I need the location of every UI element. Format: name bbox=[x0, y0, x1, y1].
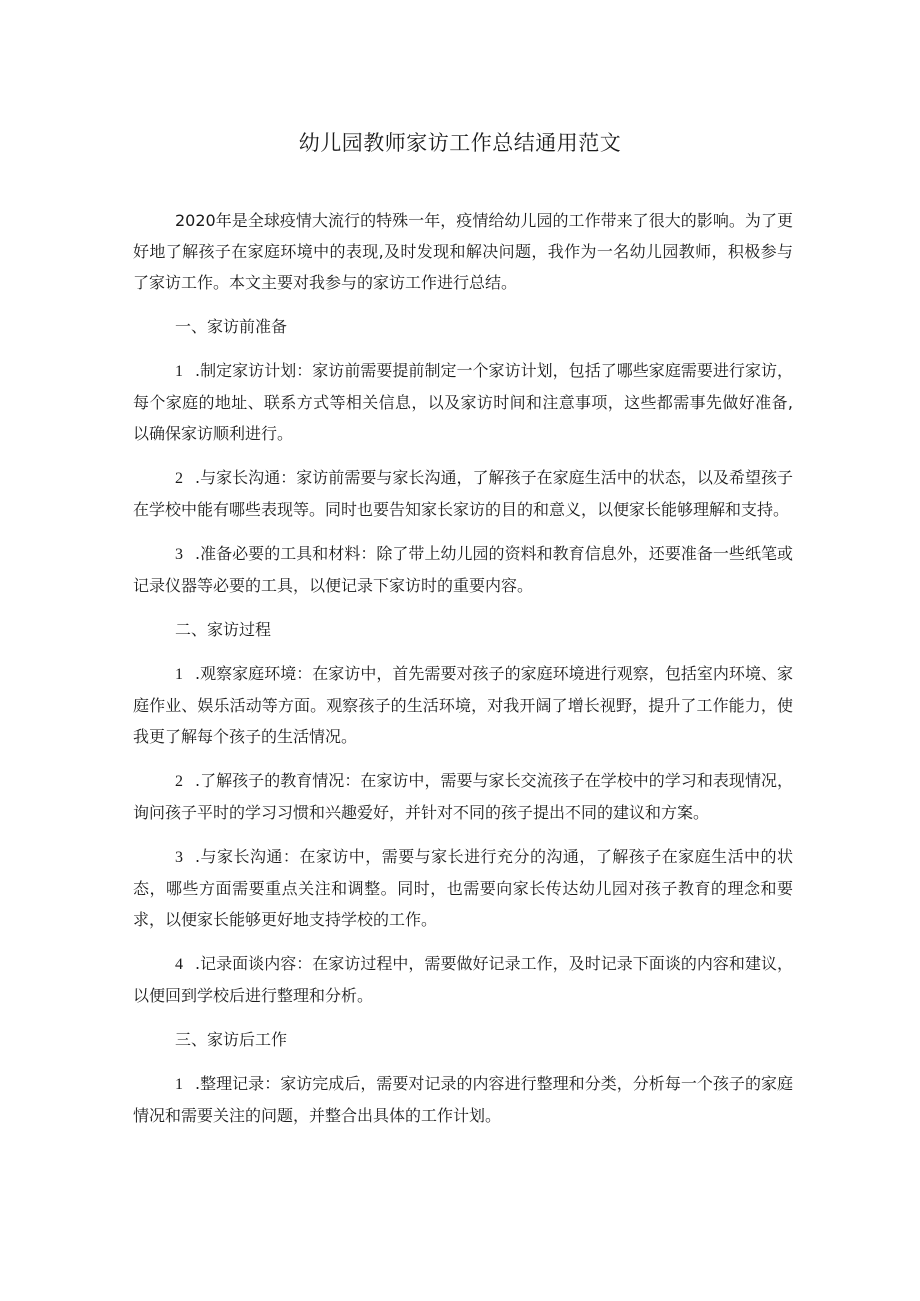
item-number: 3 bbox=[175, 546, 183, 563]
item-number: 1 bbox=[175, 1076, 183, 1093]
item-text: .整理记录：家访完成后，需要对记录的内容进行整理和分类，分析每一个孩子的家庭情况和需要关注的问题，并整合出具体的工作计划。 bbox=[133, 1074, 793, 1125]
item-text: .制定家访计划：家访前需要提前制定一个家访计划，包括了哪些家庭需要进行家访，每个家庭的地址、联系方式等相关信息，以及家访时间和注意事项，这些都需事先做好准备,以确保家访顺利进行。 bbox=[133, 361, 793, 443]
item-text: .准备必要的工具和材料：除了带上幼儿园的资料和教育信息外，还要准备一些纸笔或记录仪器等必要的工具，以便记录下家访时的重要内容。 bbox=[133, 544, 793, 595]
list-item bbox=[133, 658, 793, 752]
section-heading-preparation: 一、家访前准备 bbox=[175, 317, 288, 336]
list-item bbox=[133, 462, 793, 525]
item-text: .了解孩子的教育情况：在家访中，需要与家长交流孩子在学校中的学习和表现情况，询问孩子平时的学习习惯和兴趣爱好，并针对不同的孩子提出不同的建议和方案。 bbox=[133, 771, 793, 822]
item-number: 2 bbox=[175, 773, 183, 790]
list-item bbox=[133, 948, 793, 1011]
list-item bbox=[133, 355, 793, 449]
item-number: 3 bbox=[175, 849, 183, 866]
section-heading-follow-up: 三、家访后工作 bbox=[175, 1030, 288, 1049]
list-item bbox=[133, 841, 793, 935]
document-body bbox=[133, 205, 793, 1144]
item-number: 1 bbox=[175, 363, 183, 380]
item-number: 2 bbox=[175, 470, 183, 487]
item-text: .记录面谈内容：在家访过程中，需要做好记录工作，及时记录下面谈的内容和建议，以便回到学校后进行整理和分析。 bbox=[133, 954, 793, 1005]
item-text: .观察家庭环境：在家访中，首先需要对孩子的家庭环境进行观察，包括室内环境、家庭作业、娱乐活动等方面。观察孩子的生活环境，对我开阔了增长视野，提升了工作能力，使我更了解每个孩子的生活情况。 bbox=[133, 664, 793, 746]
document-title: 幼儿园教师家访工作总结通用范文 bbox=[298, 131, 622, 155]
intro-paragraph: 2020年是全球疫情大流行的特殊一年，疫情给幼儿园的工作带来了很大的影响。为了更好地了解孩子在家庭环境中的表现,及时发现和解决问题，我作为一名幼儿园教师，积极参与了家访工作。本文主要对我参与的家访工作进行总结。 bbox=[133, 211, 793, 292]
list-item bbox=[133, 765, 793, 828]
section-heading-process: 二、家访过程 bbox=[175, 620, 272, 639]
item-number: 4 bbox=[175, 956, 183, 973]
item-text: .与家长沟通：在家访中，需要与家长进行充分的沟通，了解孩子在家庭生活中的状态，哪些方面需要重点关注和调整。同时，也需要向家长传达幼儿园对孩子教育的理念和要求，以便家长能够更好地支持学校的工作。 bbox=[133, 847, 793, 929]
list-item bbox=[133, 538, 793, 601]
list-item bbox=[133, 1068, 793, 1131]
item-text: .与家长沟通：家访前需要与家长沟通，了解孩子在家庭生活中的状态，以及希望孩子在学校中能有哪些表现等。同时也要告知家长家访的目的和意义，以便家长能够理解和支持。 bbox=[133, 468, 793, 519]
item-number: 1 bbox=[175, 666, 183, 683]
